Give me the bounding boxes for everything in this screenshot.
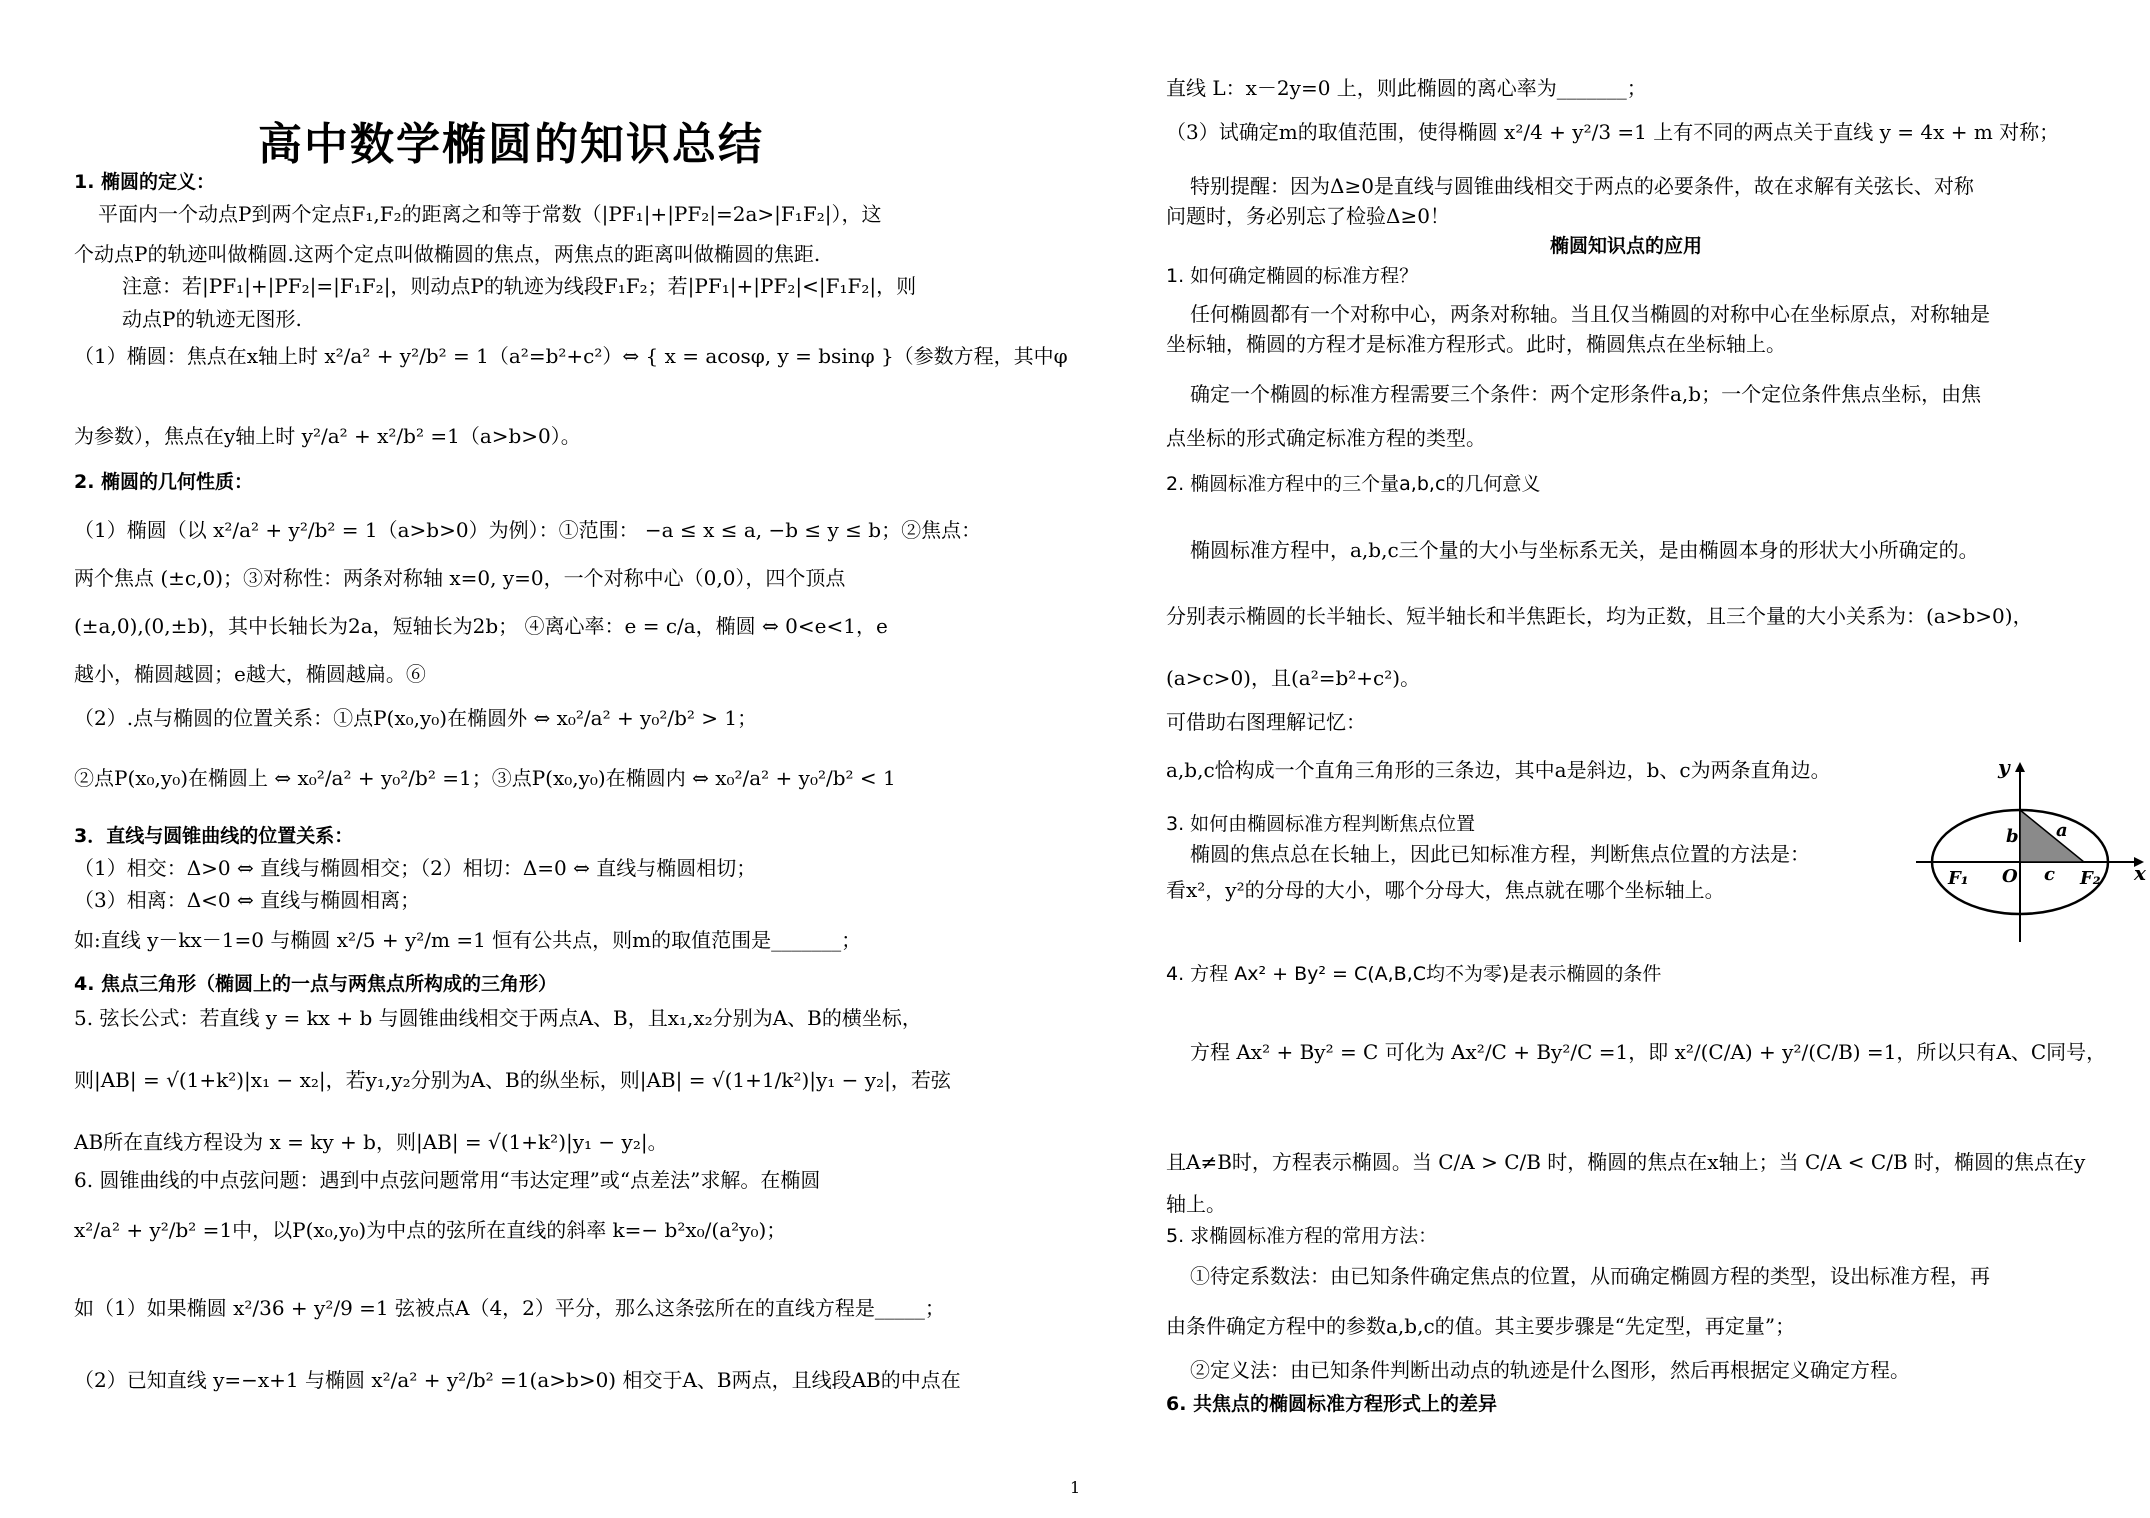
left-line-23: x²/a² + y²/b² =1中，以P(x₀,y₀)为中点的弦所在直线的斜率 k=− b²x₀/(a²y₀)； — [74, 1218, 787, 1242]
label-origin: O — [2002, 866, 2018, 887]
right-line-27: 6. 共焦点的椭圆标准方程形式上的差异 — [1166, 1393, 1498, 1415]
left-line-2: 个动点P的轨迹叫做椭圆.这两个定点叫做椭圆的焦点，两焦点的距离叫做椭圆的焦距. — [74, 242, 821, 266]
left-line-22: 6. 圆锥曲线的中点弦问题：遇到中点弦问题常用“韦达定理”或“点差法”求解。在椭圆 — [74, 1168, 821, 1192]
right-line-15: a,b,c恰构成一个直角三角形的三条边，其中a是斜边，b、c为两条直角边。 — [1166, 758, 1831, 782]
left-line-18: 4. 焦点三角形（椭圆上的一点与两焦点所构成的三角形） — [74, 973, 558, 995]
label-f1: F₁ — [1948, 868, 1969, 889]
right-line-18: 看x²，y²的分母的大小，哪个分母大，焦点就在哪个坐标轴上。 — [1166, 878, 1725, 902]
left-line-5: （1）椭圆：焦点在x轴上时 x²/a² + y²/b² = 1（a²=b²+c²）⇔ { x = acosφ, y = bsinφ }（参数方程，其中φ — [74, 344, 1068, 368]
left-line-6: 为参数），焦点在y轴上时 y²/a² + x²/b² =1（a>b>0）。 — [74, 424, 581, 448]
right-line-22: 轴上。 — [1166, 1192, 1226, 1216]
left-line-12: （2）.点与椭圆的位置关系：①点P(x₀,y₀)在椭圆外 ⇔ x₀²/a² + y₀²/b² > 1； — [74, 706, 758, 730]
left-line-15: （1）相交：Δ>0 ⇔ 直线与椭圆相交；（2）相切：Δ=0 ⇔ 直线与椭圆相切； — [74, 856, 757, 880]
left-line-19: 5. 弦长公式：若直线 y = kx + b 与圆锥曲线相交于两点A、B，且x₁,x₂分别为A、B的横坐标， — [74, 1006, 922, 1030]
label-b: b — [2006, 826, 2019, 847]
right-line-25: 由条件确定方程中的参数a,b,c的值。其主要步骤是“先定型，再定量”； — [1166, 1314, 1796, 1338]
left-line-25: （2）已知直线 y=−x+1 与椭圆 x²/a² + y²/b² =1(a>b>0) 相交于A、B两点，且线段AB的中点在 — [74, 1368, 961, 1392]
right-line-23: 5. 求椭圆标准方程的常用方法： — [1166, 1225, 1438, 1247]
left-line-7: 2. 椭圆的几何性质： — [74, 471, 254, 493]
label-c: c — [2044, 864, 2055, 885]
label-y: y — [1998, 755, 2010, 779]
right-line-2: 特别提醒：因为Δ≥0是直线与圆锥曲线相交于两点的必要条件，故在求解有关弦长、对称 — [1190, 174, 1974, 198]
left-line-4: 动点P的轨迹无图形. — [122, 307, 302, 331]
right-line-12: 分别表示椭圆的长半轴长、短半轴长和半焦距长，均为正数，且三个量的大小关系为：(a>b>0)， — [1166, 604, 2033, 628]
right-line-11: 椭圆标准方程中，a,b,c三个量的大小与坐标系无关，是由椭圆本身的形状大小所确定的。 — [1190, 538, 1979, 562]
left-line-10: (±a,0),(0,±b)，其中长轴长为2a，短轴长为2b； ④离心率：e = c/a，椭圆 ⇔ 0<e<1，e — [74, 614, 888, 638]
right-line-20: 方程 Ax² + By² = C 可化为 Ax²/C + By²/C =1，即 x²/(C/A) + y²/(C/B) =1，所以只有A、C同号， — [1190, 1040, 2107, 1064]
left-line-24: 如（1）如果椭圆 x²/36 + y²/9 =1 弦被点A（4，2）平分，那么这条弦所在的直线方程是_____； — [74, 1296, 945, 1320]
left-line-17: 如:直线 y－kx－1=0 与椭圆 x²/5 + y²/m =1 恒有公共点，则m的取值范围是_______； — [74, 928, 862, 952]
right-line-17: 椭圆的焦点总在长轴上，因此已知标准方程，判断焦点位置的方法是： — [1190, 842, 1810, 866]
left-line-13: ②点P(x₀,y₀)在椭圆上 ⇔ x₀²/a² + y₀²/b² =1；③点P(x₀,y₀)在椭圆内 ⇔ x₀²/a² + y₀²/b² < 1 — [74, 766, 896, 790]
ellipse-diagram — [1912, 750, 2150, 950]
left-line-16: （3）相离：Δ<0 ⇔ 直线与椭圆相离； — [74, 888, 421, 912]
axis-arrow-y — [2015, 762, 2025, 772]
right-line-3: 问题时，务必别忘了检验Δ≥0！ — [1166, 204, 1450, 228]
right-line-8: 确定一个椭圆的标准方程需要三个条件：两个定形条件a,b；一个定位条件焦点坐标，由焦 — [1190, 382, 1982, 406]
left-column — [74, 0, 1068, 1500]
left-line-8: （1）椭圆（以 x²/a² + y²/b² = 1（a>b>0）为例）：①范围： −a ≤ x ≤ a, −b ≤ y ≤ b；②焦点： — [74, 518, 982, 542]
right-line-26: ②定义法：由已知条件判断出动点的轨迹是什么图形，然后再根据定义确定方程。 — [1190, 1358, 1910, 1382]
right-line-16: 3. 如何由椭圆标准方程判断焦点位置 — [1166, 813, 1476, 835]
page-title: 高中数学椭圆的知识总结 — [258, 119, 764, 170]
right-line-19: 4. 方程 Ax² + By² = C(A,B,C均不为零)是表示椭圆的条件 — [1166, 963, 1662, 985]
right-line-5: 1. 如何确定椭圆的标准方程？ — [1166, 265, 1419, 287]
label-f2: F₂ — [2080, 868, 2101, 889]
right-line-24: ①待定系数法：由已知条件确定焦点的位置，从而确定椭圆方程的类型，设出标准方程，再 — [1190, 1264, 1990, 1288]
left-line-1: 平面内一个动点P到两个定点F₁,F₂的距离之和等于常数（|PF₁|+|PF₂|=2a>|F₁F₂|），这 — [98, 202, 882, 226]
left-line-21: AB所在直线方程设为 x = ky + b，则|AB| = √(1+k²)|y₁ − y₂|。 — [74, 1130, 668, 1154]
right-line-1: （3）试确定m的取值范围，使得椭圆 x²/4 + y²/3 =1 上有不同的两点关于直线 y = 4x + m 对称； — [1166, 120, 2060, 144]
right-line-21: 且A≠B时，方程表示椭圆。当 C/A > C/B 时，椭圆的焦点在x轴上；当 C/A < C/B 时，椭圆的焦点在y — [1166, 1150, 2086, 1174]
right-line-10: 2. 椭圆标准方程中的三个量a,b,c的几何意义 — [1166, 473, 1541, 495]
right-line-9: 点坐标的形式确定标准方程的类型。 — [1166, 426, 1486, 450]
left-line-20: 则|AB| = √(1+k²)|x₁ − x₂|，若y₁,y₂分别为A、B的纵坐标，则|AB| = √(1+1/k²)|y₁ − y₂|，若弦 — [74, 1068, 951, 1092]
right-line-6: 任何椭圆都有一个对称中心，两条对称轴。当且仅当椭圆的对称中心在坐标原点，对称轴是 — [1190, 302, 1990, 326]
right-triangle-shaded — [2020, 810, 2084, 862]
right-line-14: 可借助右图理解记忆： — [1166, 710, 1366, 734]
right-line-4: 椭圆知识点的应用 — [1549, 235, 1702, 257]
left-line-9: 两个焦点 (±c,0)；③对称性：两条对称轴 x=0, y=0，一个对称中心（0,0），四个顶点 — [74, 566, 846, 590]
left-line-11: 越小，椭圆越圆；e越大，椭圆越扁。⑥ — [74, 662, 426, 686]
right-line-7: 坐标轴，椭圆的方程才是标准方程形式。此时，椭圆焦点在坐标轴上。 — [1166, 332, 1786, 356]
page-number: 1 — [1070, 1478, 1081, 1497]
label-x: x — [2134, 861, 2146, 885]
right-line-0: 直线 L：x－2y=0 上，则此椭圆的离心率为_______； — [1166, 76, 1647, 100]
right-line-13: (a>c>0)，且(a²=b²+c²)。 — [1166, 666, 1421, 690]
left-line-14: 3．直线与圆锥曲线的位置关系： — [74, 825, 354, 847]
left-line-3: 注意：若|PF₁|+|PF₂|=|F₁F₂|，则动点P的轨迹为线段F₁F₂；若|PF₁|+|PF₂|<|F₁F₂|，则 — [122, 274, 917, 298]
label-a: a — [2056, 820, 2068, 841]
left-line-0: 1. 椭圆的定义： — [74, 171, 216, 193]
